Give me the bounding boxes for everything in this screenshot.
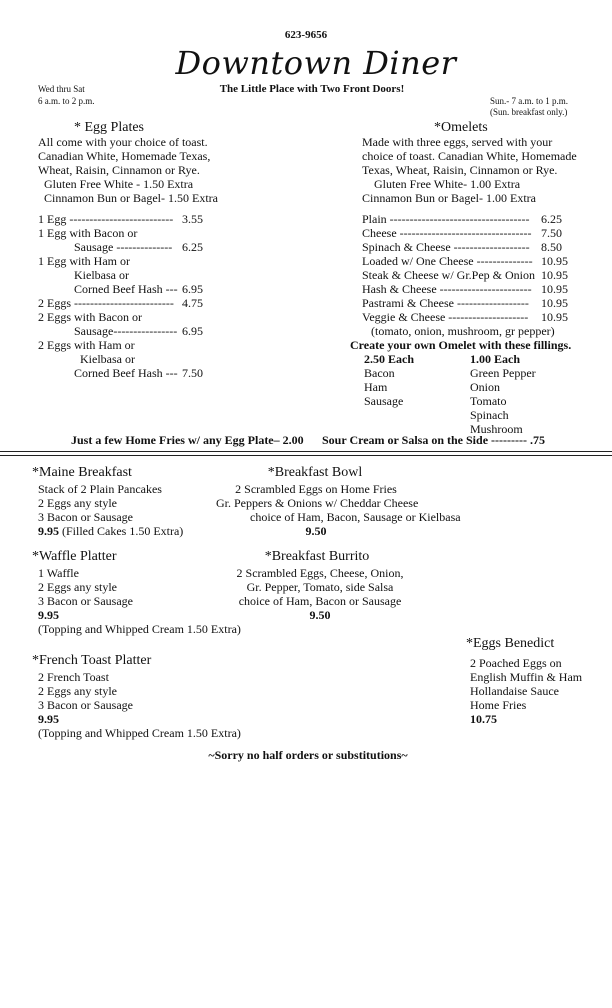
menu-item-label: Hash & Cheese ----------------------- bbox=[362, 282, 532, 296]
maine-breakfast-heading: *Maine Breakfast bbox=[32, 465, 132, 480]
menu-item-price: 6.95 bbox=[182, 324, 203, 338]
section-divider bbox=[0, 451, 612, 452]
restaurant-title: Downtown Diner bbox=[175, 44, 457, 82]
menu-item-price: 10.95 bbox=[541, 282, 568, 296]
special-line: 2 French Toast bbox=[38, 670, 109, 684]
omelets-desc-line: Gluten Free White- 1.00 Extra bbox=[374, 176, 521, 191]
fillings-price-heading: 1.00 Each bbox=[470, 352, 521, 366]
sour-cream-side: Sour Cream or Salsa on the Side --------- .75 bbox=[322, 433, 545, 447]
omelets-desc-line: Cinnamon Bun or Bagel- 1.00 Extra bbox=[362, 190, 536, 205]
special-line: 3 Bacon or Sausage bbox=[38, 698, 133, 712]
special-line: 2 Poached Eggs on bbox=[470, 656, 562, 670]
special-line: 1 Waffle bbox=[38, 566, 79, 580]
menu-item-label: 2 Eggs with Ham or bbox=[38, 338, 135, 352]
breakfast-bowl-details bbox=[216, 482, 461, 538]
filling-item: Spinach bbox=[470, 408, 509, 422]
hours-sunday: Sun.- 7 a.m. to 1 p.m. bbox=[490, 96, 568, 106]
breakfast-bowl-heading: *Breakfast Bowl bbox=[267, 465, 363, 480]
filling-item: Ham bbox=[364, 380, 388, 394]
menu-item-label: Kielbasa or bbox=[80, 352, 135, 366]
waffle-platter-heading: *Waffle Platter bbox=[32, 549, 117, 564]
special-line: Gr. Pepper, Tomato, side Salsa bbox=[246, 580, 394, 594]
menu-item-label: Steak & Cheese w/ Gr.Pep & Onion bbox=[362, 268, 535, 282]
section-divider bbox=[0, 455, 612, 456]
filling-item: Tomato bbox=[470, 394, 507, 408]
eggs-benedict-heading: *Eggs Benedict bbox=[466, 636, 555, 651]
special-price-line bbox=[38, 524, 183, 538]
menu-item-label: 1 Egg with Ham or bbox=[38, 254, 130, 268]
special-price: 9.50 bbox=[305, 524, 327, 538]
hours-sunday-note: (Sun. breakfast only.) bbox=[490, 107, 568, 117]
special-price: 9.95 bbox=[38, 524, 59, 538]
special-price: 9.95 bbox=[38, 608, 59, 622]
menu-item-label: 2 Eggs ------------------------- bbox=[38, 296, 174, 310]
eggs-benedict-details bbox=[470, 656, 582, 726]
home-fries-side: Just a few Home Fries w/ any Egg Plate– 2.00 bbox=[71, 433, 304, 447]
special-line: Gr. Peppers & Onions w/ Cheddar Cheese bbox=[216, 496, 419, 510]
egg-plates-desc-line: All come with your choice of toast. bbox=[38, 135, 208, 149]
special-line: Hollandaise Sauce bbox=[470, 684, 559, 698]
menu-item-label: Corned Beef Hash --- bbox=[74, 282, 178, 296]
special-line: Home Fries bbox=[470, 698, 527, 712]
special-price: 10.75 bbox=[470, 712, 497, 726]
special-price: 9.50 bbox=[309, 608, 331, 622]
menu-item-label: 1 Egg with Bacon or bbox=[38, 226, 138, 240]
filling-item: Bacon bbox=[364, 366, 395, 380]
special-line: 3 Bacon or Sausage bbox=[38, 594, 133, 608]
filling-item: Onion bbox=[470, 380, 500, 394]
egg-plates-heading: * Egg Plates bbox=[74, 120, 144, 135]
menu-item-price: 10.95 bbox=[541, 310, 568, 324]
french-toast-platter-details bbox=[38, 670, 241, 740]
menu-item-label: 2 Eggs with Bacon or bbox=[38, 310, 142, 324]
menu-item-label: Kielbasa or bbox=[74, 268, 129, 282]
menu-item-price: 10.95 bbox=[541, 254, 568, 268]
menu-item-price: 7.50 bbox=[541, 226, 562, 240]
omelets-desc-line: choice of toast. Canadian White, Homemade bbox=[362, 148, 577, 163]
special-line: 2 Scrambled Eggs on Home Fries bbox=[235, 482, 397, 496]
no-substitutions-note: ~Sorry no half orders or substitutions~ bbox=[208, 748, 408, 762]
menu-item-label: 1 Egg -------------------------- bbox=[38, 212, 174, 226]
breakfast-burrito-heading: *Breakfast Burrito bbox=[264, 549, 370, 564]
omelets-desc-line: Made with three eggs, served with your bbox=[362, 135, 553, 149]
menu-item-label: Pastrami & Cheese ------------------ bbox=[362, 296, 529, 310]
veggie-note: (tomato, onion, mushroom, gr pepper) bbox=[371, 324, 555, 338]
create-omelet-heading: Create your own Omelet with these fillings. bbox=[350, 338, 572, 352]
egg-plates-description bbox=[38, 136, 218, 206]
menu-item-price: 6.95 bbox=[182, 282, 203, 296]
special-price: 9.95 bbox=[38, 712, 59, 726]
menu-item-label: Spinach & Cheese ------------------- bbox=[362, 240, 530, 254]
omelets-heading: *Omelets bbox=[434, 120, 488, 135]
fillings-column-standard bbox=[470, 352, 536, 436]
menu-item-label: Sausage -------------- bbox=[74, 240, 173, 254]
special-note: (Topping and Whipped Cream 1.50 Extra) bbox=[38, 622, 241, 636]
special-line: 2 Eggs any style bbox=[38, 580, 117, 594]
egg-plates-desc-line: Wheat, Raisin, Cinnamon or Rye. bbox=[38, 162, 200, 177]
special-line: choice of Ham, Bacon or Sausage bbox=[238, 594, 402, 608]
menu-item-price: 7.50 bbox=[182, 366, 203, 380]
menu-item-label: Loaded w/ One Cheese -------------- bbox=[362, 254, 533, 268]
menu-item-label: Veggie & Cheese -------------------- bbox=[362, 310, 529, 324]
special-line: choice of Ham, Bacon, Sausage or Kielbasa bbox=[250, 510, 461, 524]
special-line: 2 Scrambled Eggs, Cheese, Onion, bbox=[236, 566, 404, 580]
fillings-price-heading: 2.50 Each bbox=[364, 352, 415, 366]
fillings-column-premium bbox=[364, 352, 414, 408]
filling-item: Green Pepper bbox=[470, 366, 536, 380]
menu-item-price: 4.75 bbox=[182, 296, 203, 310]
menu-item-price: 6.25 bbox=[541, 212, 562, 226]
filling-item: Mushroom bbox=[470, 422, 523, 436]
hours-weekday-time: 6 a.m. to 2 p.m. bbox=[38, 96, 95, 106]
menu-item-label: Sausage---------------- bbox=[74, 324, 178, 338]
special-line: Stack of 2 Plain Pancakes bbox=[38, 482, 162, 496]
special-note: (Topping and Whipped Cream 1.50 Extra) bbox=[38, 726, 241, 740]
tagline: The Little Place with Two Front Doors! bbox=[219, 83, 405, 95]
waffle-platter-details bbox=[38, 566, 241, 636]
omelets-desc-line: Texas, Wheat, Raisin, Cinnamon or Rye. bbox=[362, 162, 558, 177]
menu-item-price: 6.25 bbox=[182, 240, 203, 254]
menu-item-price: 10.95 bbox=[541, 296, 568, 310]
menu-item-label: Plain ----------------------------------- bbox=[362, 212, 530, 226]
special-line: English Muffin & Ham bbox=[470, 670, 583, 684]
menu-item-label: Corned Beef Hash --- bbox=[74, 366, 178, 380]
breakfast-burrito-details bbox=[220, 566, 420, 622]
omelets-description bbox=[362, 136, 577, 206]
special-line: 3 Bacon or Sausage bbox=[38, 510, 133, 524]
egg-plates-desc-line: Cinnamon Bun or Bagel- 1.50 Extra bbox=[44, 190, 218, 205]
egg-plates-desc-line: Gluten Free White - 1.50 Extra bbox=[44, 176, 194, 191]
maine-breakfast-details bbox=[38, 482, 183, 538]
french-toast-platter-heading: *French Toast Platter bbox=[32, 653, 152, 668]
menu-item-price: 8.50 bbox=[541, 240, 562, 254]
filling-item: Sausage bbox=[364, 394, 404, 408]
special-note: (Filled Cakes 1.50 Extra) bbox=[62, 524, 184, 538]
menu-item-label: Cheese --------------------------------- bbox=[362, 226, 532, 240]
menu-item-price: 3.55 bbox=[182, 212, 203, 226]
special-line: 2 Eggs any style bbox=[38, 496, 117, 510]
phone-number: 623-9656 bbox=[284, 29, 328, 41]
hours-weekday: Wed thru Sat bbox=[38, 84, 85, 94]
egg-plates-desc-line: Canadian White, Homemade Texas, bbox=[38, 148, 211, 163]
special-line: 2 Eggs any style bbox=[38, 684, 117, 698]
menu-item-price: 10.95 bbox=[541, 268, 568, 282]
